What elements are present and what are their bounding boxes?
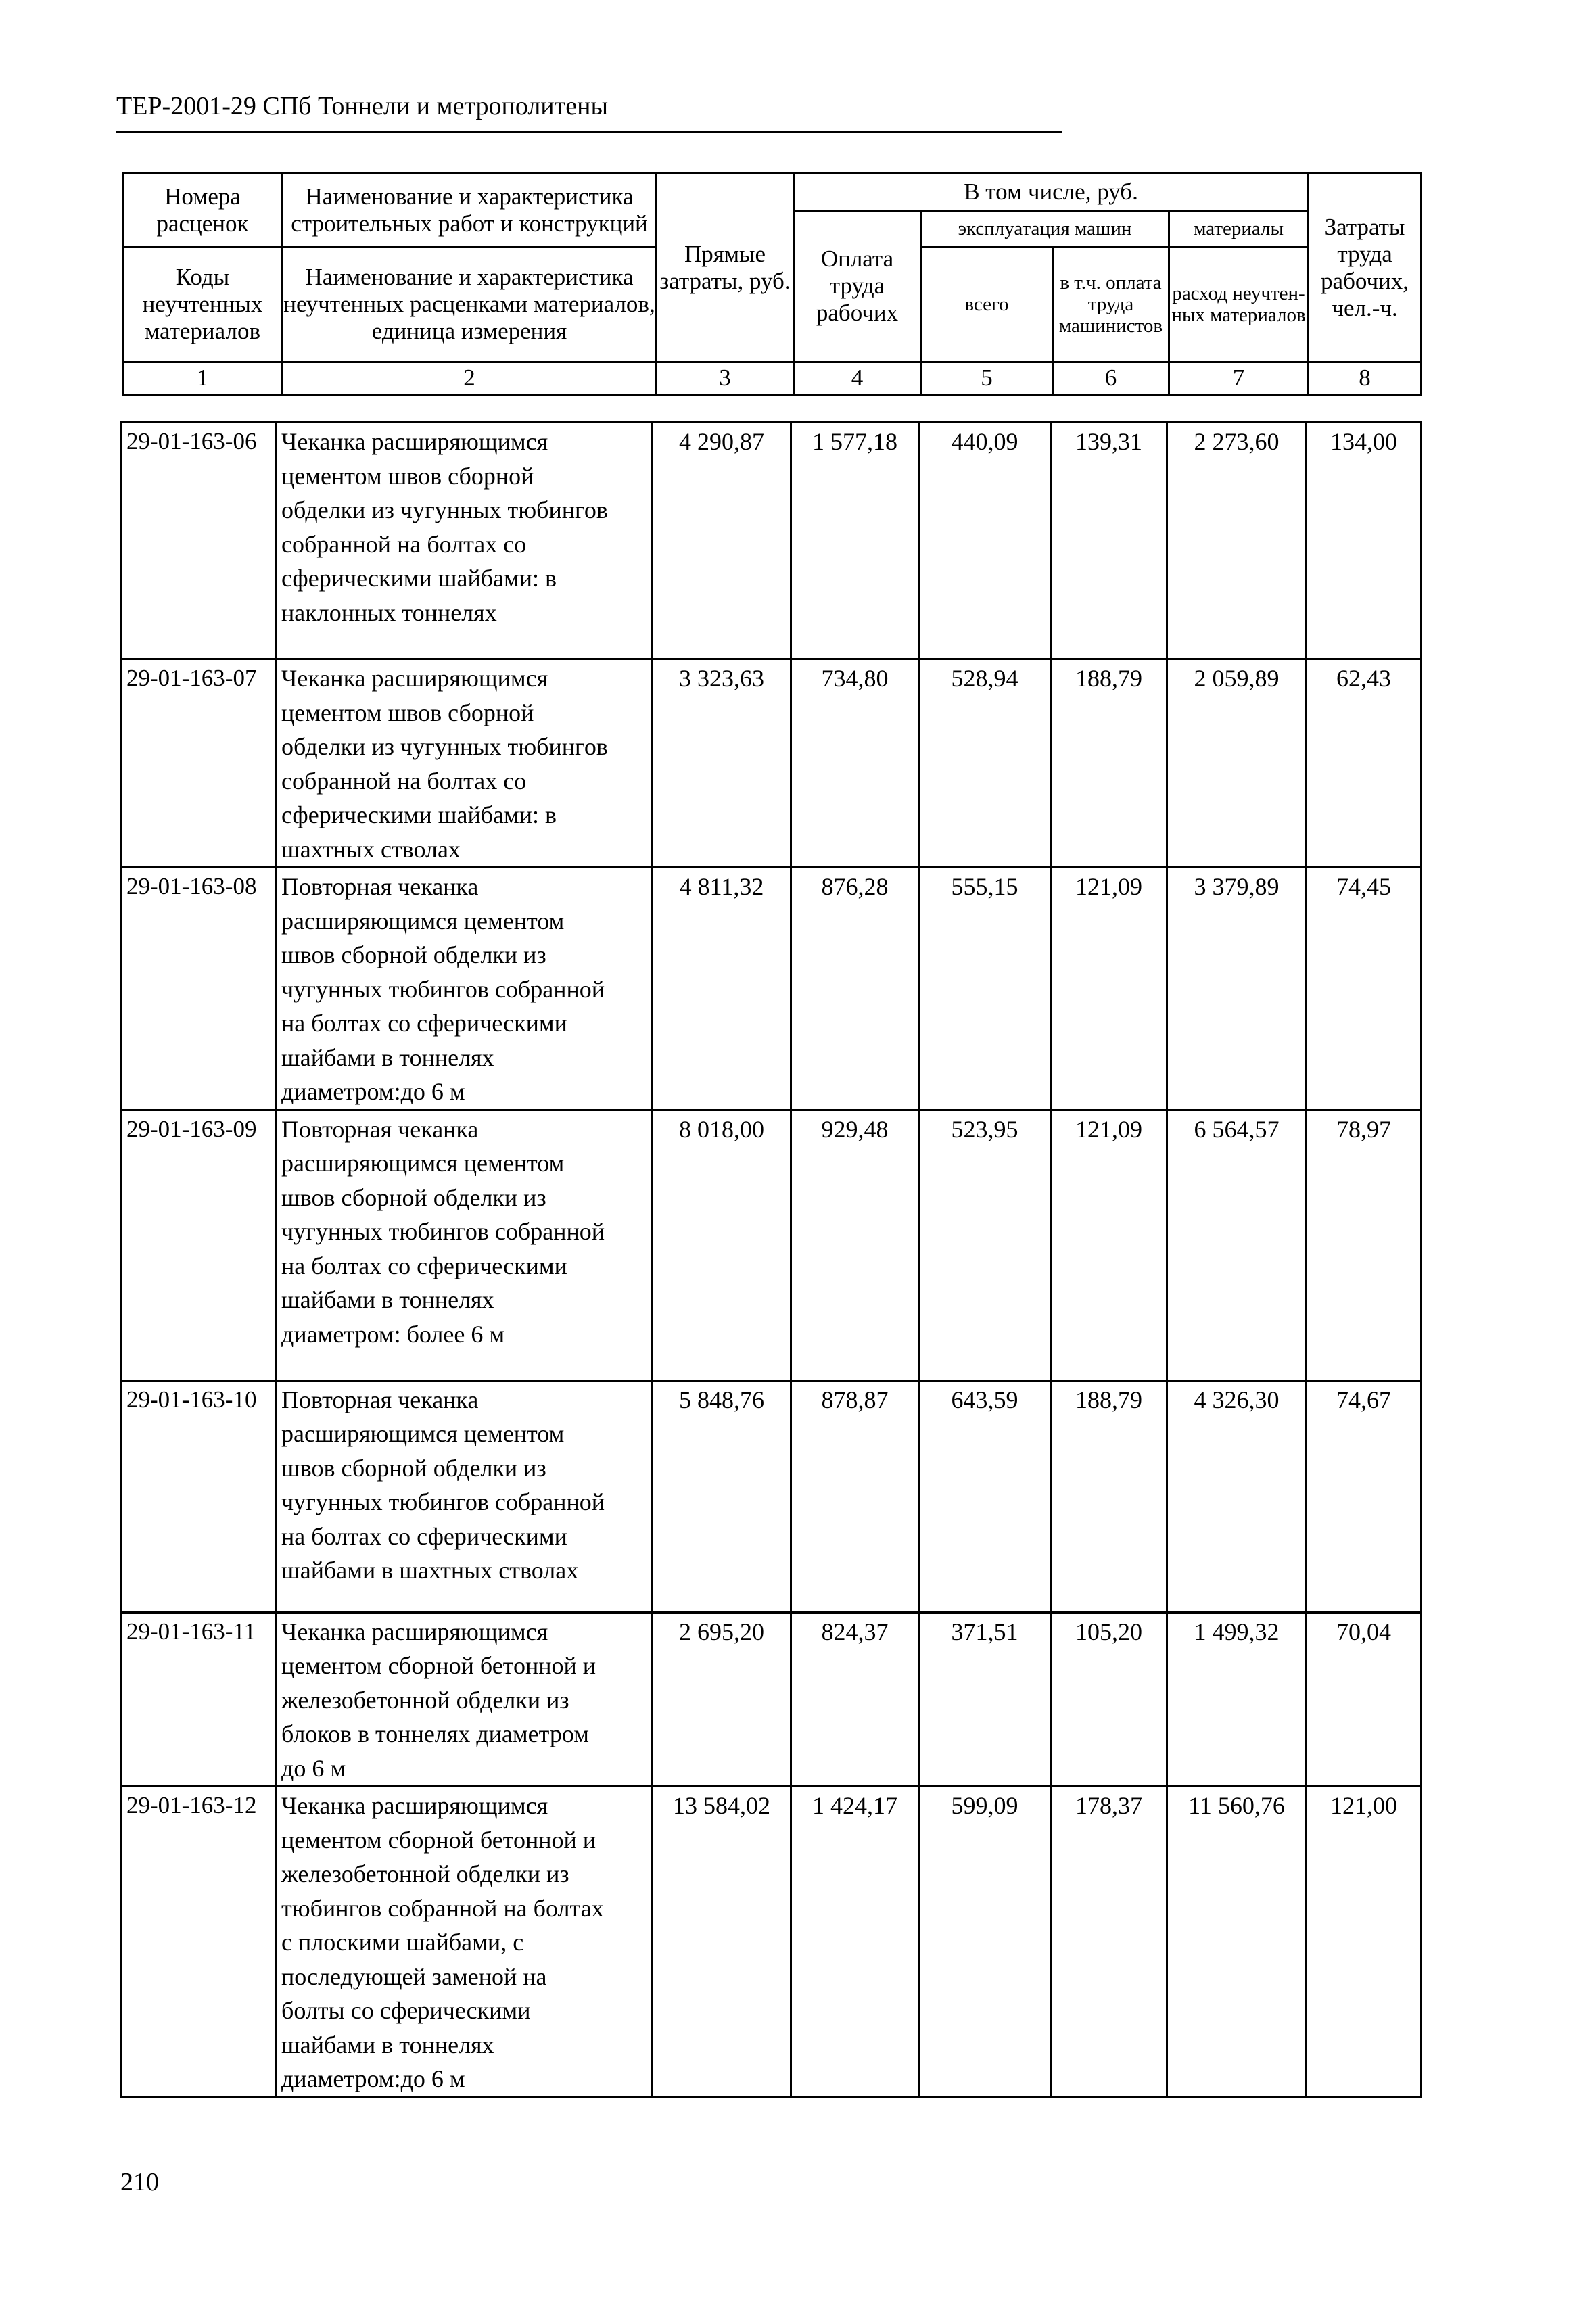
unaccounted-materials: 3 379,89 xyxy=(1167,868,1307,1110)
rates-table xyxy=(120,421,1422,2098)
table-row xyxy=(122,423,1422,659)
header-materials: материалы xyxy=(1169,210,1309,248)
machines-total: 599,09 xyxy=(919,1787,1051,2098)
unaccounted-materials: 11 560,76 xyxy=(1167,1787,1307,2098)
direct-costs: 2 695,20 xyxy=(653,1612,791,1787)
rate-code: 29-01-163-08 xyxy=(122,868,277,1110)
header-unaccounted-materials: расход неучтен-ных материалов xyxy=(1169,248,1309,362)
description-line: наклонных тоннелях xyxy=(281,598,497,626)
description-line: шайбами в тоннелях xyxy=(281,2031,494,2058)
column-number: 6 xyxy=(1053,362,1169,394)
description-line: на болтах со сферическими xyxy=(281,1010,567,1037)
table-row xyxy=(122,1380,1422,1612)
unaccounted-materials: 4 326,30 xyxy=(1167,1380,1307,1612)
work-description xyxy=(277,1787,653,2098)
machinist-wages: 139,31 xyxy=(1051,423,1167,659)
header-material-name: Наименование и характеристика неучтенных расценками материалов, единица измерения xyxy=(283,248,657,362)
header-material-codes: Коды неучтенных материалов xyxy=(123,248,283,362)
rate-code: 29-01-163-07 xyxy=(122,659,277,868)
work-description xyxy=(277,1612,653,1787)
column-number: 2 xyxy=(283,362,657,394)
description-line: до 6 м xyxy=(281,1754,346,1782)
description-line: тюбингов собранной на болтах xyxy=(281,1894,604,1922)
description-line: блоков в тоннелях диаметром xyxy=(281,1720,589,1747)
description-line: железобетонной обделки из xyxy=(281,1686,569,1714)
worker-wages: 929,48 xyxy=(791,1110,919,1380)
description-line: диаметром:до 6 м xyxy=(281,2065,465,2092)
table-row xyxy=(122,1787,1422,2098)
column-number: 7 xyxy=(1169,362,1309,394)
machinist-wages: 188,79 xyxy=(1051,659,1167,868)
description-line: шайбами в тоннелях xyxy=(281,1286,494,1313)
header-including: В том числе, руб. xyxy=(794,174,1309,211)
work-description xyxy=(277,868,653,1110)
machines-total: 440,09 xyxy=(919,423,1051,659)
description-line: железобетонной обделки из xyxy=(281,1860,569,1887)
worker-wages: 876,28 xyxy=(791,868,919,1110)
labor-costs: 74,67 xyxy=(1307,1380,1422,1612)
description-line: цементом швов сборной xyxy=(281,462,534,490)
machines-total: 528,94 xyxy=(919,659,1051,868)
table-row xyxy=(122,1110,1422,1380)
machines-total: 555,15 xyxy=(919,868,1051,1110)
description-line: швов сборной обделки из xyxy=(281,1183,546,1211)
machinist-wages: 188,79 xyxy=(1051,1380,1167,1612)
header-machinist-wages: в т.ч. оплата труда машинистов xyxy=(1053,248,1169,362)
work-description xyxy=(277,423,653,659)
description-line: диаметром: более 6 м xyxy=(281,1320,505,1348)
worker-wages: 878,87 xyxy=(791,1380,919,1612)
description-line: обделки из чугунных тюбингов xyxy=(281,496,608,523)
worker-wages: 734,80 xyxy=(791,659,919,868)
worker-wages: 1 577,18 xyxy=(791,423,919,659)
direct-costs: 5 848,76 xyxy=(653,1380,791,1612)
description-line: Чеканка расширяющимся xyxy=(281,1792,548,1819)
machinist-wages: 121,09 xyxy=(1051,868,1167,1110)
header-machine-operation: эксплуатация машин xyxy=(921,210,1169,248)
description-line: швов сборной обделки из xyxy=(281,1454,546,1482)
direct-costs: 8 018,00 xyxy=(653,1110,791,1380)
direct-costs: 13 584,02 xyxy=(653,1787,791,2098)
description-line: чугунных тюбингов собранной xyxy=(281,1488,605,1515)
rate-code: 29-01-163-11 xyxy=(122,1612,277,1787)
description-line: расширяющимся цементом xyxy=(281,1420,565,1447)
description-line: шахтных стволах xyxy=(281,835,461,863)
labor-costs: 78,97 xyxy=(1307,1110,1422,1380)
description-line: с плоскими шайбами, с xyxy=(281,1929,524,1956)
worker-wages: 1 424,17 xyxy=(791,1787,919,2098)
machines-total: 371,51 xyxy=(919,1612,1051,1787)
document-title: ТЕР-2001-29 СПб Тоннели и метрополитены xyxy=(116,92,608,120)
description-line: последующей заменой на xyxy=(281,1962,547,1990)
description-line: собранной на болтах со xyxy=(281,767,527,795)
description-line: на болтах со сферическими xyxy=(281,1522,567,1550)
unaccounted-materials: 1 499,32 xyxy=(1167,1612,1307,1787)
table-row xyxy=(122,659,1422,868)
title-underline xyxy=(116,131,1062,133)
table-row xyxy=(122,868,1422,1110)
column-number: 1 xyxy=(123,362,283,394)
header-direct-costs: Прямые затраты, руб. xyxy=(657,174,794,362)
description-line: чугунных тюбингов собранной xyxy=(281,1218,605,1245)
description-line: цементом сборной бетонной и xyxy=(281,1826,596,1854)
work-description xyxy=(277,1380,653,1612)
table-header xyxy=(122,172,1422,396)
description-line: чугунных тюбингов собранной xyxy=(281,975,605,1003)
worker-wages: 824,37 xyxy=(791,1612,919,1787)
description-line: Повторная чеканка xyxy=(281,1115,479,1143)
work-description xyxy=(277,659,653,868)
description-line: расширяющимся цементом xyxy=(281,1150,565,1177)
unaccounted-materials: 2 273,60 xyxy=(1167,423,1307,659)
rate-code: 29-01-163-06 xyxy=(122,423,277,659)
description-line: Чеканка расширяющимся xyxy=(281,428,548,455)
description-line: Чеканка расширяющимся xyxy=(281,665,548,692)
direct-costs: 4 290,87 xyxy=(653,423,791,659)
direct-costs: 3 323,63 xyxy=(653,659,791,868)
description-line: на болтах со сферическими xyxy=(281,1252,567,1279)
description-line: расширяющимся цементом xyxy=(281,907,565,935)
header-labor-costs: Затраты труда рабочих, чел.-ч. xyxy=(1309,174,1422,362)
description-line: сферическими шайбами: в xyxy=(281,801,557,828)
description-line: Повторная чеканка xyxy=(281,873,479,900)
labor-costs: 121,00 xyxy=(1307,1787,1422,2098)
direct-costs: 4 811,32 xyxy=(653,868,791,1110)
description-line: шайбами в тоннелях xyxy=(281,1043,494,1071)
table-row xyxy=(122,1612,1422,1787)
description-line: Повторная чеканка xyxy=(281,1386,479,1413)
column-number: 3 xyxy=(657,362,794,394)
column-number: 4 xyxy=(794,362,921,394)
description-line: собранной на болтах со xyxy=(281,530,527,558)
machinist-wages: 121,09 xyxy=(1051,1110,1167,1380)
rate-code: 29-01-163-09 xyxy=(122,1110,277,1380)
description-line: швов сборной обделки из xyxy=(281,941,546,968)
description-line: обделки из чугунных тюбингов xyxy=(281,733,608,760)
description-line: Чеканка расширяющимся xyxy=(281,1618,548,1645)
description-line: цементом швов сборной xyxy=(281,699,534,726)
description-line: болты со сферическими xyxy=(281,1997,531,2024)
page-number: 210 xyxy=(120,2168,159,2196)
work-description xyxy=(277,1110,653,1380)
labor-costs: 74,45 xyxy=(1307,868,1422,1110)
machines-total: 643,59 xyxy=(919,1380,1051,1612)
labor-costs: 134,00 xyxy=(1307,423,1422,659)
header-rate-numbers: Номера расценок xyxy=(123,174,283,248)
machinist-wages: 105,20 xyxy=(1051,1612,1167,1787)
description-line: сферическими шайбами: в xyxy=(281,565,557,592)
column-number: 8 xyxy=(1309,362,1422,394)
header-work-name: Наименование и характеристика строительных работ и конструкций xyxy=(283,174,657,248)
machinist-wages: 178,37 xyxy=(1051,1787,1167,2098)
header-machines-total: всего xyxy=(921,248,1053,362)
description-line: шайбами в шахтных стволах xyxy=(281,1557,579,1584)
rate-code: 29-01-163-10 xyxy=(122,1380,277,1612)
header-worker-wages: Оплата труда рабочих xyxy=(794,210,921,362)
machines-total: 523,95 xyxy=(919,1110,1051,1380)
description-line: цементом сборной бетонной и xyxy=(281,1652,596,1679)
unaccounted-materials: 6 564,57 xyxy=(1167,1110,1307,1380)
rate-code: 29-01-163-12 xyxy=(122,1787,277,2098)
description-line: диаметром:до 6 м xyxy=(281,1078,465,1105)
column-number: 5 xyxy=(921,362,1053,394)
labor-costs: 62,43 xyxy=(1307,659,1422,868)
labor-costs: 70,04 xyxy=(1307,1612,1422,1787)
unaccounted-materials: 2 059,89 xyxy=(1167,659,1307,868)
